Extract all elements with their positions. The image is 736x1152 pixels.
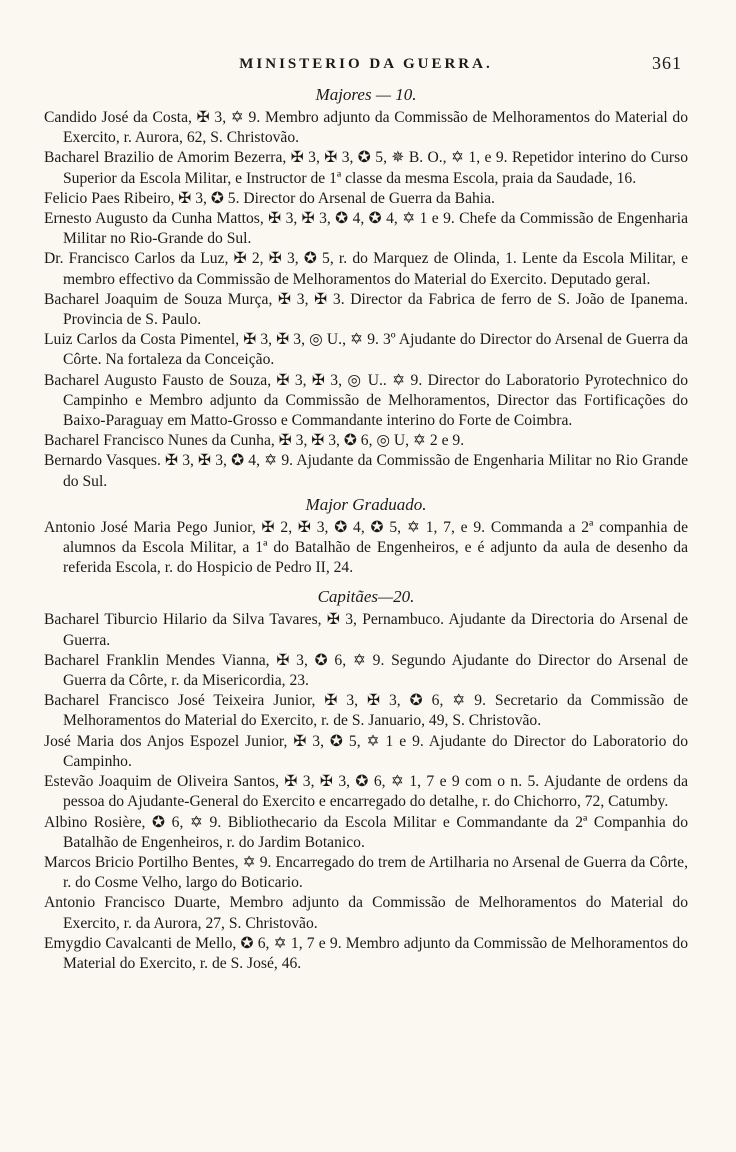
- list-item: Dr. Francisco Carlos da Luz, ✠ 2, ✠ 3, ✪ 5, r. do Marquez de Olinda, 1. Lente da Escola Militar, e membro effectivo da Commissão de Melhoramentos do Material do Exercito. Deputado geral.: [44, 250, 688, 288]
- list-item: Bacharel Franklin Mendes Vianna, ✠ 3, ✪ 6, ✡ 9. Segundo Ajudante do Director do Arsenal de Guerra da Côrte, r. da Misericordia, 23.: [44, 651, 688, 690]
- section-heading-major-graduado: Major Graduado.: [305, 494, 427, 514]
- list-item: Marcos Bricio Portilho Bentes, ✡ 9. Encarregado do trem de Artilharia no Arsenal de Guerra da Côrte, r. do Cosme Velho, largo do Boticario.: [44, 853, 688, 892]
- list-item: Bernardo Vasques. ✠ 3, ✠ 3, ✪ 4, ✡ 9. Ajudante da Commissão de Engenharia Militar no Rio Grande do Sul.: [44, 452, 688, 490]
- list-item: Candido José da Costa, ✠ 3, ✡ 9. Membro adjunto da Commissão de Melhoramentos do Material do Exercito, r. Aurora, 62, S. Christovão.: [44, 109, 688, 147]
- section-heading-capitaes: Capitães—20.: [317, 587, 415, 607]
- list-item: Bacharel Augusto Fausto de Souza, ✠ 3, ✠ 3, ◎ U.. ✡ 9. Director do Laboratorio Pyrotechnico do Campinho e Membro adjunto da Commissão de Melhoramentos, Director das Fortificações do Baixo-Paraguay em Matto-Grosso e Commandante interino do Forte de Coimbra.: [44, 371, 688, 430]
- list-item: Antonio José Maria Pego Junior, ✠ 2, ✠ 3, ✪ 4, ✪ 5, ✡ 1, 7, e 9. Commanda a 2ª companhia de alumnos da Escola Militar, a 1ª do Batalhão de Engenheiros, e é adjunto da aula de desenho da referida Escola, r. do Hospicio de Pedro II, 24.: [44, 518, 688, 577]
- major-graduado-list: [44, 518, 688, 579]
- list-item: Bacharel Francisco Nunes da Cunha, ✠ 3, ✠ 3, ✪ 6, ◎ U, ✡ 2 e 9.: [44, 432, 465, 450]
- capitaes-list: [44, 610, 688, 974]
- list-item: Emygdio Cavalcanti de Mello, ✪ 6, ✡ 1, 7 e 9. Membro adjunto da Commissão de Melhoramentos do Material do Exercito, r. de S. José, 46.: [44, 934, 688, 972]
- running-head: [44, 53, 688, 82]
- page-number: 361: [652, 53, 682, 73]
- list-item: Antonio Francisco Duarte, Membro adjunto da Commissão de Melhoramentos do Material do Exercito, r. da Aurora, 27, S. Christovão.: [44, 894, 688, 932]
- list-item: Bacharel Joaquim de Souza Murça, ✠ 3, ✠ 3. Director da Fabrica de ferro de S. João de Ipanema. Provincia de S. Paulo.: [44, 290, 688, 329]
- list-item: Bacharel Brazilio de Amorim Bezerra, ✠ 3, ✠ 3, ✪ 5, ✵ B. O., ✡ 1, e 9. Repetidor interino do Curso Superior da Escola Militar, e Instructor de 1ª classe da mesma Escola, praia da Saudade, 16.: [44, 149, 688, 187]
- list-item: Estevão Joaquim de Oliveira Santos, ✠ 3, ✠ 3, ✪ 6, ✡ 1, 7 e 9 com o n. 5. Ajudante de ordens da pessoa do Ajudante-General do Exercito e encarregado do detalhe, r. do Chichorro, 72, Catumby.: [44, 773, 688, 811]
- list-item: Ernesto Augusto da Cunha Mattos, ✠ 3, ✠ 3, ✪ 4, ✪ 4, ✡ 1 e 9. Chefe da Commissão de Engenharia Militar no Rio-Grande do Sul.: [44, 210, 688, 248]
- list-item: Albino Rosière, ✪ 6, ✡ 9. Bibliothecario da Escola Militar e Commandante da 2ª Companhia do Batalhão de Engenheiros, r. do Jardim Botanico.: [44, 813, 688, 851]
- list-item: José Maria dos Anjos Espozel Junior, ✠ 3, ✪ 5, ✡ 1 e 9. Ajudante do Director do Laboratorio do Campinho.: [44, 732, 688, 770]
- majores-list: [44, 108, 688, 492]
- section-heading-majores: Majores — 10.: [315, 85, 417, 104]
- list-item: Luiz Carlos da Costa Pimentel, ✠ 3, ✠ 3, ◎ U., ✡ 9. 3º Ajudante do Director do Arsenal de Guerra da Côrte. Na fortaleza da Conceição.: [44, 331, 688, 369]
- list-item: Felicio Paes Ribeiro, ✠ 3, ✪ 5. Director do Arsenal de Guerra da Bahia.: [44, 189, 495, 207]
- list-item: Bacharel Francisco José Teixeira Junior, ✠ 3, ✠ 3, ✪ 6, ✡ 9. Secretario da Commissão de Melhoramentos do Material do Exercito, r. de S. Januario, 49, S. Christovão.: [44, 692, 688, 730]
- list-item: Bacharel Tiburcio Hilario da Silva Tavares, ✠ 3, Pernambuco. Ajudante da Directoria do Arsenal de Guerra.: [44, 611, 688, 649]
- ministry-title: MINISTERIO DA GUERRA.: [239, 56, 493, 72]
